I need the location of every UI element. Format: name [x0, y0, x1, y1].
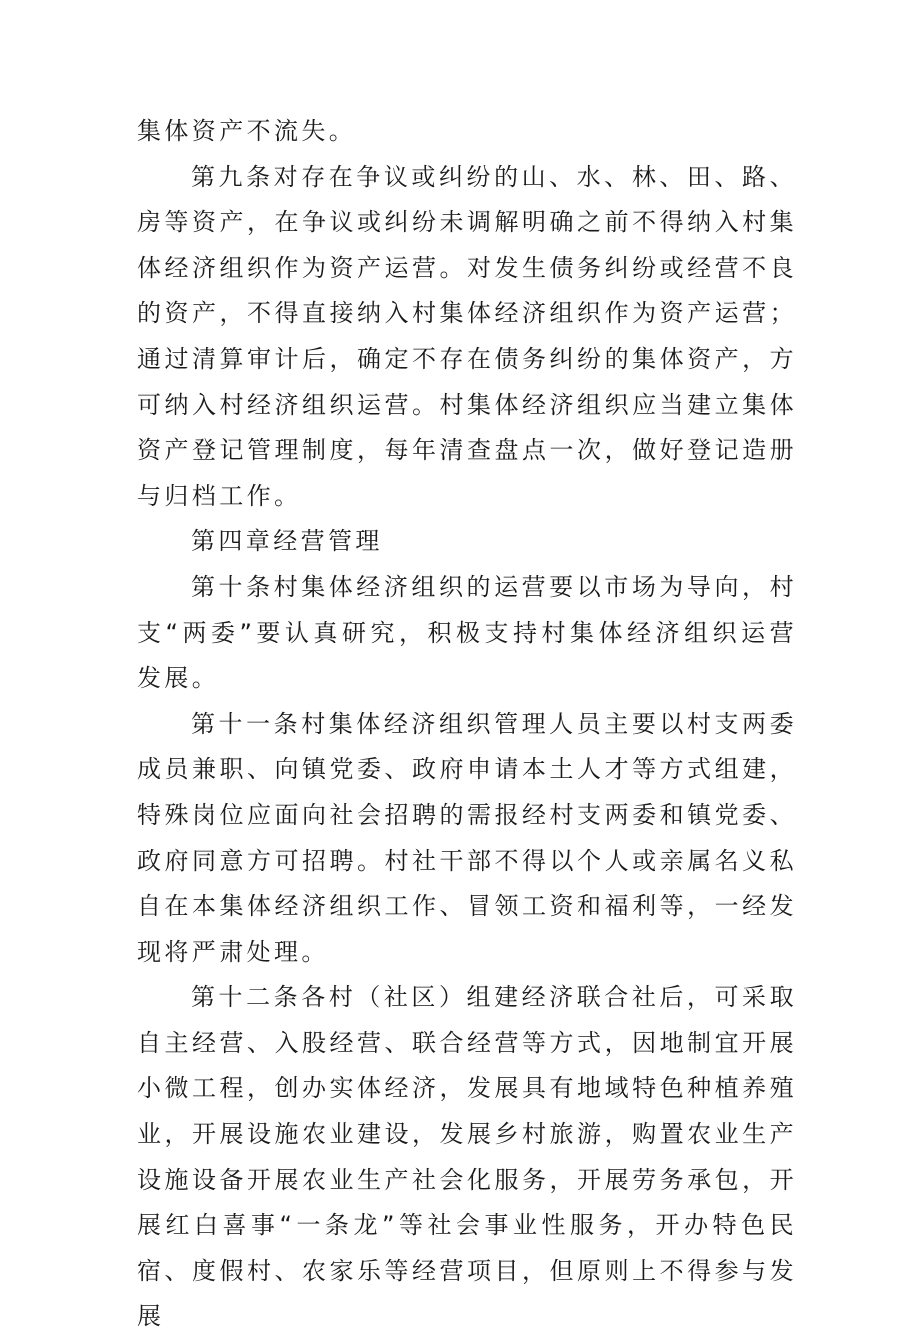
paragraph-article-11: 第十一条村集体经济组织管理人员主要以村支两委成员兼职、向镇党委、政府申请本土人才等方式组建，特殊岗位应面向社会招聘的需报经村支两委和镇党委、政府同意方可招聘。村社干部不得以个人或亲属名义私自在本集体经济组织工作、冒领工资和福利等，一经发现将严肃处理。: [137, 709, 797, 966]
paragraph-article-9: 第九条对存在争议或纠纷的山、水、林、田、路、房等资产，在争议或纠纷未调解明确之前不得纳入村集体经济组织作为资产运营。对发生债务纠纷或经营不良的资产，不得直接纳入村集体经济组织作为资产运营；通过清算审计后，确定不存在债务纠纷的集体资产，方可纳入村经济组织运营。村集体经济组织应当建立集体资产登记管理制度，每年清查盘点一次，做好登记造册与归档工作。: [137, 162, 797, 510]
paragraph-article-10: 第十条村集体经济组织的运营要以市场为导向，村支“两委”要认真研究，积极支持村集体经济组织运营发展。: [137, 572, 797, 693]
paragraph-continuation: 集体资产不流失。: [137, 117, 357, 145]
chapter-heading: 第四章经营管理: [191, 527, 383, 556]
paragraph-article-12: 第十二条各村（社区）组建经济联合社后，可采取自主经营、入股经营、联合经营等方式，因地制宜开展小微工程，创办实体经济，发展具有地域特色种植养殖业，开展设施农业建设，发展乡村旅游，购置农业生产设施设备开展农业生产社会化服务，开展劳务承包，开展红白喜事“一条龙”等社会事业性服务，开办特色民宿、度假村、农家乐等经营项目，但原则上不得参与发展: [137, 983, 797, 1331]
document-body: [137, 109, 797, 1340]
